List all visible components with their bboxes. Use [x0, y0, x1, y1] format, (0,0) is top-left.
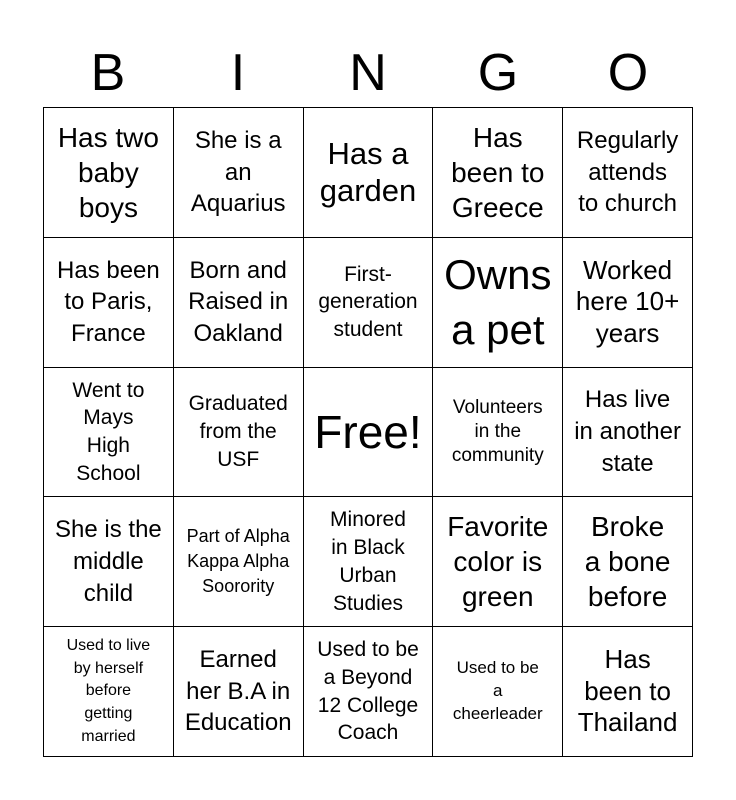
cell-text: Has been to Greece [451, 121, 545, 223]
cell-text: Broke a bone before [584, 511, 671, 613]
cell-text: Owns a pet [444, 250, 552, 354]
bingo-cell[interactable] [44, 108, 174, 238]
free-space[interactable] [304, 368, 434, 498]
header-letter-g: G [477, 44, 519, 102]
header-letter-n: N [349, 44, 387, 102]
cell-text: First- generation student [318, 262, 418, 342]
bingo-grid [43, 107, 693, 757]
bingo-cell[interactable] [174, 497, 304, 627]
bingo-cell[interactable] [44, 368, 174, 498]
bingo-cell[interactable] [44, 627, 174, 757]
bingo-cell[interactable] [304, 238, 434, 368]
cell-text: Has been to Paris, France [57, 256, 160, 348]
cell-text: Part of Alpha Kappa Alpha Soorority [186, 526, 290, 597]
cell-text: Worked here 10+ years [575, 254, 680, 349]
bingo-cell[interactable] [174, 108, 304, 238]
bingo-cell[interactable] [563, 368, 693, 498]
cell-text: Volunteers in the community [451, 397, 544, 466]
bingo-cell[interactable] [44, 497, 174, 627]
free-space-text: Free! [314, 405, 422, 458]
cell-text: Born and Raised in Oakland [188, 256, 289, 348]
cell-text: Has a garden [319, 135, 417, 209]
cell-text: She is the middle child [55, 516, 162, 607]
cell-text: Used to be a Beyond 12 College Coach [317, 638, 419, 745]
cell-text: Has been to Thailand [577, 644, 678, 738]
bingo-cell[interactable] [174, 238, 304, 368]
bingo-cell[interactable] [304, 108, 434, 238]
bingo-cell[interactable] [433, 108, 563, 238]
bingo-cell[interactable] [433, 238, 563, 368]
bingo-cell[interactable] [304, 627, 434, 757]
bingo-cell[interactable] [304, 497, 434, 627]
cell-text: Used to live by herself before getting married [66, 636, 151, 745]
bingo-cell[interactable] [433, 368, 563, 498]
bingo-cell[interactable] [433, 497, 563, 627]
cell-text: Has live in another state [574, 386, 681, 477]
bingo-cell[interactable] [563, 497, 693, 627]
bingo-cell[interactable] [433, 627, 563, 757]
header-letter-b: B [90, 44, 126, 102]
cell-text: Has two baby boys [57, 121, 159, 223]
cell-text: Graduated from the USF [188, 392, 288, 471]
cell-text: Used to be a cheerleader [452, 658, 543, 724]
cell-text: Earned her B.A in Education [184, 646, 292, 737]
header-letter-o: O [607, 44, 649, 102]
bingo-cell[interactable] [563, 238, 693, 368]
cell-text: She is a an Aquarius [190, 126, 286, 218]
bingo-cell[interactable] [563, 627, 693, 757]
cell-text: Went to Mays High School [72, 378, 145, 485]
cell-text: Regularly attends to church [576, 126, 679, 218]
cell-text: Favorite color is green [447, 511, 549, 613]
bingo-cell[interactable] [44, 238, 174, 368]
bingo-header [43, 38, 693, 108]
cell-text: Minored in Black Urban Studies [330, 508, 406, 615]
bingo-cell[interactable] [174, 627, 304, 757]
bingo-cell[interactable] [174, 368, 304, 498]
header-letter-i: I [230, 44, 246, 102]
bingo-cell[interactable] [563, 108, 693, 238]
